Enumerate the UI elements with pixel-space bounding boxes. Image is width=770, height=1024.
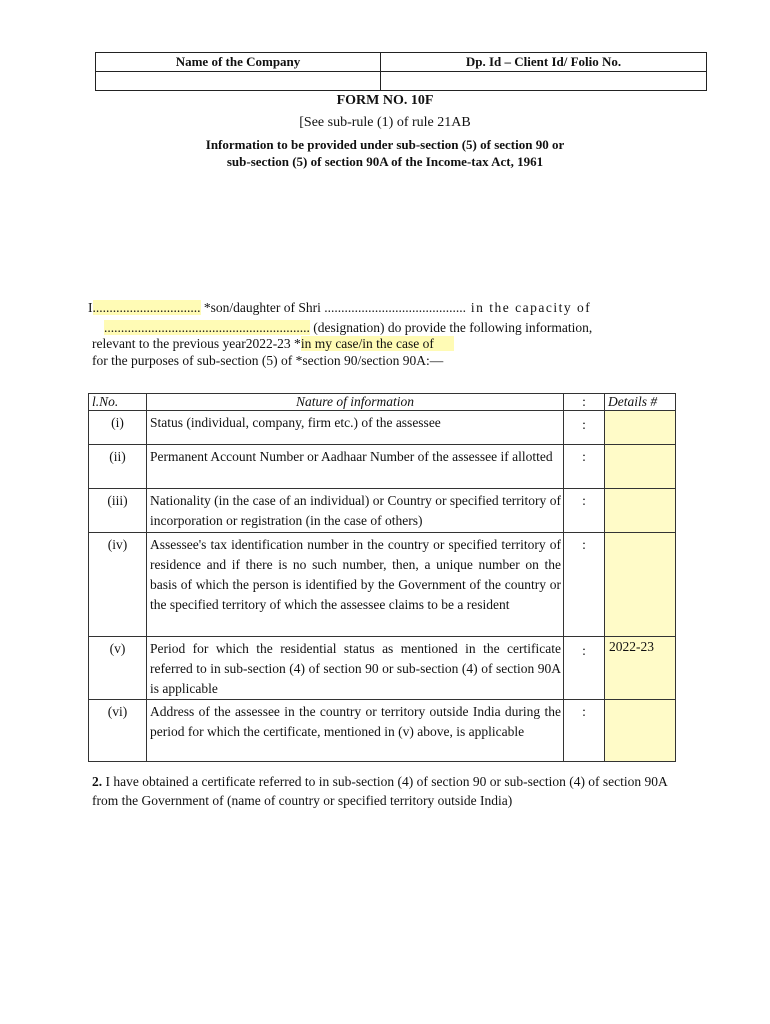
declaration-line-2 [104, 320, 592, 336]
row-nature: Address of the assessee in the country or territory outside India during the period for which the certificate, mentioned in (v) above, is applicable [147, 700, 564, 762]
form-subtitle-line2: sub-section (5) of section 90A of the Income-tax Act, 1961 [226, 154, 544, 169]
period-details-field[interactable]: 2022-23 [605, 637, 676, 700]
tin-details-field[interactable] [605, 533, 676, 637]
row-nature: Nationality (in the case of an individual) or Country or specified territory of incorporation or registration (in the case of others) [147, 489, 564, 533]
designation-blank-field[interactable]: ............................................................. [104, 320, 310, 335]
table-row [89, 637, 676, 700]
row-nature: Status (individual, company, firm etc.) of the assessee [147, 411, 564, 445]
row-sl: (i) [89, 411, 147, 445]
designation-text: (designation) do provide the following information, [309, 320, 593, 335]
status-details-field[interactable] [605, 411, 676, 445]
pan-details-field[interactable] [605, 445, 676, 489]
row-sl: (ii) [89, 445, 147, 489]
row-nature: Permanent Account Number or Aadhaar Number of the assessee if allotted [147, 445, 564, 489]
details-header: Details # [605, 394, 676, 411]
section-2-text: I have obtained a certificate referred to in sub-section (4) of section 90 or sub-section (4) of section 90A from the Government of (name of country or specified territory outside India) [92, 774, 668, 808]
table-row [89, 411, 676, 445]
row-colon: : [564, 700, 605, 762]
form-subtitle-line1: Information to be provided under sub-section (5) of section 90 or [205, 137, 565, 152]
nature-header: Nature of information [147, 394, 564, 411]
row-colon: : [564, 489, 605, 533]
in-my-case-text[interactable]: in my case/in the case of [301, 336, 454, 351]
row-sl: (vi) [89, 700, 147, 762]
form-rule-reference: [See sub-rule (1) of rule 21AB [299, 115, 471, 130]
company-name-field[interactable] [96, 72, 381, 91]
table-row [89, 489, 676, 533]
dp-client-folio-field[interactable] [381, 72, 707, 91]
row-colon: : [564, 533, 605, 637]
purposes-text: for the purposes of sub-section (5) of *section 90/section 90A:— [92, 353, 444, 368]
address-details-field[interactable] [605, 700, 676, 762]
table-row [89, 700, 676, 762]
row-sl: (v) [89, 637, 147, 700]
dp-client-folio-label: Dp. Id – Client Id/ Folio No. [381, 53, 707, 72]
row-colon: : [564, 445, 605, 489]
table-row [89, 445, 676, 489]
row-nature: Period for which the residential status as mentioned in the certificate referred to in sub-section (4) of section 90 or sub-section (4) of section 90A is applicable [147, 637, 564, 700]
sl-no-header: l.No. [89, 394, 147, 411]
colon-header: : [564, 394, 605, 411]
table-row [89, 533, 676, 637]
declaration-line-3 [92, 336, 454, 352]
row-colon: : [564, 637, 605, 700]
information-table [88, 393, 676, 762]
row-sl: (iv) [89, 533, 147, 637]
company-header-table [95, 52, 707, 91]
form-subtitle [0, 136, 770, 170]
form-title: FORM NO. 10F [336, 93, 434, 108]
company-name-label: Name of the Company [96, 53, 381, 72]
declaration-line-1 [88, 300, 591, 316]
section-2-number: 2. [92, 774, 103, 789]
row-colon: : [564, 411, 605, 445]
son-daughter-of-text: *son/daughter of Shri .......................................... [200, 300, 466, 315]
row-nature: Assessee's tax identification number in the country or specified territory of residence and if there is no such number, then, a unique number on the basis of which the person is identified by the Government of the country or the specified territory of which the assessee claims to be a resident [147, 533, 564, 637]
nationality-details-field[interactable] [605, 489, 676, 533]
previous-year-text: relevant to the previous year2022-23 * [92, 336, 301, 351]
section-2-paragraph [92, 772, 682, 810]
capacity-text: in the capacity of [466, 300, 592, 315]
row-sl: (iii) [89, 489, 147, 533]
declaration-prefix: I [88, 300, 93, 315]
table-header-row [89, 394, 676, 411]
declaration-line-4 [92, 353, 443, 369]
name-blank-field[interactable]: ................................ [92, 300, 201, 315]
